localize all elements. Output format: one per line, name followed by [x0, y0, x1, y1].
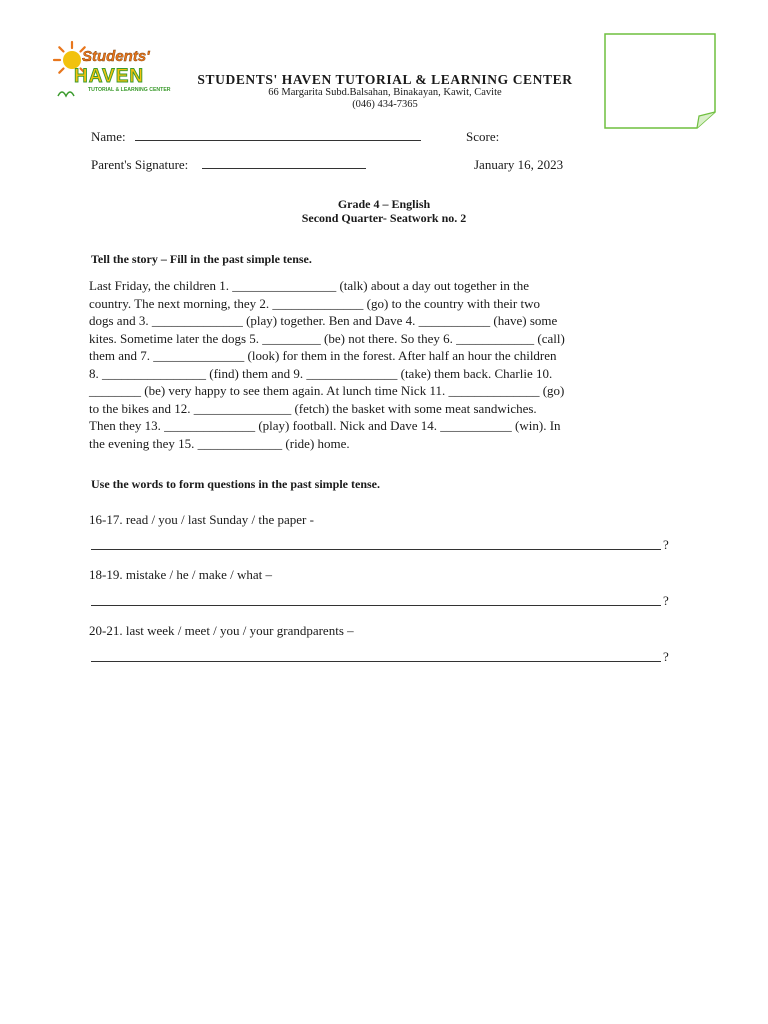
story-line: Then they 13. ______________ (play) football. Nick and Dave 14. ___________ (win). In: [89, 418, 561, 433]
answer-line[interactable]: [89, 651, 672, 665]
answer-underline[interactable]: [91, 651, 661, 662]
story-line: kites. Sometime later the dogs 5. _________ (be) not there. So they 6. ____________ (call): [89, 330, 565, 346]
score-label: Score:: [466, 129, 500, 144]
logo-subtitle: TUTORIAL & LEARNING CENTER: [88, 87, 171, 93]
part1-instruction: Tell the story – Fill in the past simple tense.: [91, 252, 312, 266]
question-prompt: 20-21. last week / meet / you / your grandparents –: [89, 623, 354, 638]
story-line: to the bikes and 12. _______________ (fetch) the basket with some meat sandwiches.: [89, 400, 537, 416]
signature-row: [91, 157, 366, 173]
name-field[interactable]: [135, 129, 421, 141]
logo-word-students: Students': [82, 48, 150, 65]
center-phone: (046) 434-7365: [352, 99, 418, 110]
name-label: Name:: [91, 129, 126, 144]
story-paragraph: [89, 277, 669, 452]
worksheet-subtitle: Second Quarter- Seatwork no. 2: [301, 211, 467, 225]
logo-leaf-icon: [58, 92, 74, 96]
center-name: STUDENTS' HAVEN TUTORIAL & LEARNING CENTER: [197, 72, 573, 87]
question-prompt: 16-17. read / you / last Sunday / the paper -: [89, 512, 314, 527]
part2-instruction: Use the words to form questions in the past simple tense.: [91, 477, 380, 491]
name-row: [91, 129, 421, 145]
question-mark: ?: [663, 649, 669, 664]
question-prompt: 18-19. mistake / he / make / what –: [89, 567, 273, 582]
question-mark: ?: [663, 537, 669, 552]
answer-underline[interactable]: [91, 595, 661, 606]
story-line: 8. ________________ (find) them and 9. ______________ (take) them back. Charlie 10.: [89, 365, 553, 381]
score-sticky-note: [603, 32, 717, 130]
story-line: dogs and 3. ______________ (play) together. Ben and Dave 4. ___________ (have) some: [89, 313, 558, 328]
answer-line[interactable]: [89, 595, 672, 609]
story-line: the evening they 15. _____________ (ride) home.: [89, 435, 350, 451]
question-mark: ?: [663, 593, 669, 608]
story-line: Last Friday, the children 1. ________________ (talk) about a day out together in the: [89, 278, 529, 293]
worksheet-title: Grade 4 – English: [337, 197, 431, 211]
sun-logo-icon: [52, 40, 182, 102]
signature-field[interactable]: [202, 157, 366, 169]
students-haven-logo: [52, 40, 182, 102]
answer-underline[interactable]: [91, 539, 661, 550]
worksheet-date: January 16, 2023: [474, 157, 564, 172]
logo-word-haven: HAVEN: [74, 66, 145, 87]
answer-line[interactable]: [89, 539, 672, 553]
story-line: country. The next morning, they 2. ______________ (go) to the country with their two: [89, 295, 540, 311]
story-line: ________ (be) very happy to see them again. At lunch time Nick 11. ______________ (go): [89, 383, 565, 398]
story-line: them and 7. ______________ (look) for them in the forest. After half an hour the children: [89, 348, 557, 363]
signature-label: Parent's Signature:: [91, 157, 189, 172]
center-address: 66 Margarita Subd.Balsahan, Binakayan, Kawit, Cavite: [268, 87, 502, 98]
